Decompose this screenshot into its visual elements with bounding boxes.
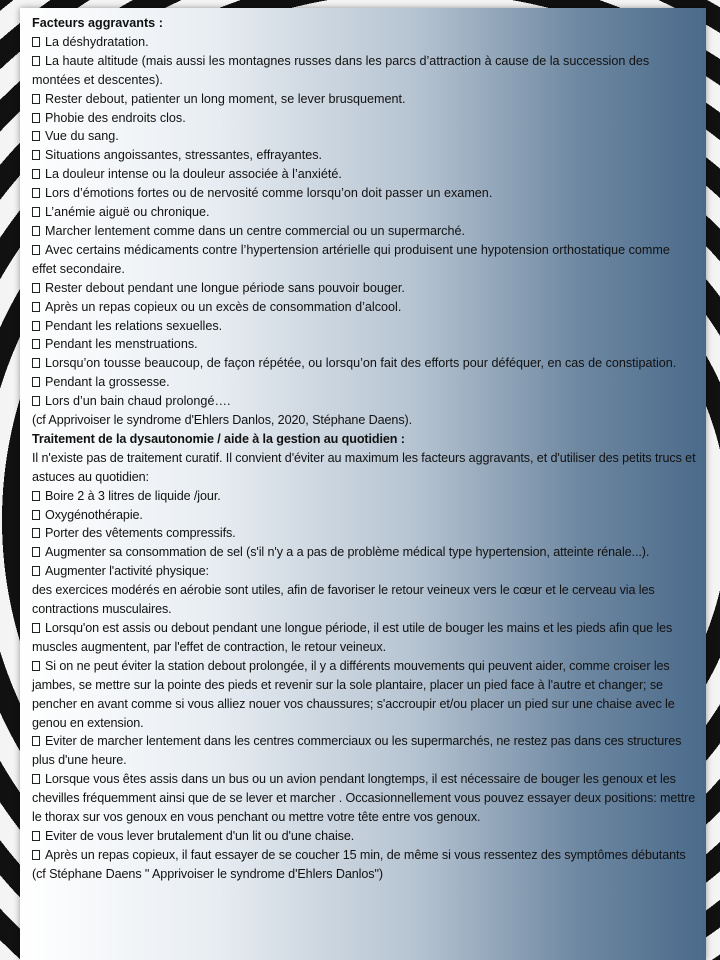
checkbox-icon xyxy=(32,113,40,123)
checkbox-icon xyxy=(32,188,40,198)
list-item: Eviter de vous lever brutalement d'un lit ou d'une chaise. xyxy=(32,827,696,846)
list-item: Boire 2 à 3 litres de liquide /jour. xyxy=(32,487,696,506)
checkbox-icon xyxy=(32,150,40,160)
list-item: Rester debout pendant une longue période sans pouvoir bouger. xyxy=(32,279,696,298)
list-item: Pendant la grossesse. xyxy=(32,373,696,392)
list-item: Augmenter sa consommation de sel (s'il n'y a a pas de problème médical type hypertension, atteinte rénale...). xyxy=(32,543,696,562)
list-item: Eviter de marcher lentement dans les centres commerciaux ou les supermarchés, ne restez pas dans ces structures plus d'une heure. xyxy=(32,734,682,768)
section-title-treatment: Traitement de la dysautonomie / aide à la gestion au quotidien : xyxy=(32,431,405,446)
checkbox-icon xyxy=(32,56,40,66)
checkbox-icon xyxy=(32,339,40,349)
list-item: Pendant les relations sexuelles. xyxy=(32,317,696,336)
list-item: Lorsqu'on est assis ou debout pendant une longue période, il est utile de bouger les mains et les pieds afin que les muscles augmentent, par l'effet de contraction, le retour veineux. xyxy=(32,621,673,654)
checkbox-icon xyxy=(32,169,40,179)
list-item: Lorsque vous êtes assis dans un bus ou un avion pendant longtemps, il est nécessaire de bouger les genoux et les chevilles fréquemment ainsi que de se lever et marcher . Occasionnellement vous pouvez essayer deux positions: mettre le thorax sur vos genoux en vous penchant ou mettre votre tête entre vos genoux. xyxy=(32,772,696,825)
citation: (cf Apprivoiser le syndrome d'Ehlers Danlos, 2020, Stéphane Daens). xyxy=(32,413,413,428)
list-item: Situations angoissantes, stressantes, effrayantes. xyxy=(32,146,696,165)
list-item: Lors d’un bain chaud prolongé…. xyxy=(32,392,696,411)
checkbox-icon xyxy=(32,245,40,255)
checkbox-icon xyxy=(32,226,40,236)
checkbox-icon xyxy=(32,358,40,368)
checkbox-icon xyxy=(32,623,40,633)
intro-paragraph: Il n'existe pas de traitement curatif. Il convient d'éviter au maximum les facteurs aggravants, et d'utiliser des petits trucs et astuces au quotidien: xyxy=(32,450,696,484)
checkbox-icon xyxy=(32,207,40,217)
list-item: Lorsqu’on tousse beaucoup, de façon répétée, ou lorsqu’on fait des efforts pour déféquer, en cas de constipation. xyxy=(32,354,696,373)
list-item: Porter des vêtements compressifs. xyxy=(32,524,696,543)
checkbox-icon xyxy=(32,831,40,841)
list-item: La haute altitude (mais aussi les montagnes russes dans les parcs d’attraction à cause de la succession des montées et descentes). xyxy=(32,53,650,87)
checkbox-icon xyxy=(32,528,40,538)
list-item: Lors d’émotions fortes ou de nervosité comme lorsqu’on doit passer un examen. xyxy=(32,184,696,203)
section-title-aggravating: Facteurs aggravants : xyxy=(32,16,163,30)
checkbox-icon xyxy=(32,510,40,520)
checkbox-icon xyxy=(32,302,40,312)
list-item: Avec certains médicaments contre l’hypertension artérielle qui produisent une hypotension orthostatique comme effet secondaire. xyxy=(32,242,670,276)
list-item: Rester debout, patienter un long moment, se lever brusquement. xyxy=(32,90,696,109)
checkbox-icon xyxy=(32,283,40,293)
checkbox-icon xyxy=(32,661,40,671)
checkbox-icon xyxy=(32,547,40,557)
checkbox-icon xyxy=(32,736,40,746)
list-item: L’anémie aiguë ou chronique. xyxy=(32,203,696,222)
checkbox-icon xyxy=(32,94,40,104)
list-item: Après un repas copieux ou un excès de consommation d’alcool. xyxy=(32,298,696,317)
checkbox-icon xyxy=(32,566,40,576)
checkbox-icon xyxy=(32,774,40,784)
checkbox-icon xyxy=(32,491,40,501)
list-item: Marcher lentement comme dans un centre commercial ou un supermarché. xyxy=(32,222,696,241)
checkbox-icon xyxy=(32,377,40,387)
list-item: Oxygénothérapie. xyxy=(32,506,696,525)
list-item: La douleur intense ou la douleur associée à l’anxiété. xyxy=(32,165,696,184)
list-item: Si on ne peut éviter la station debout prolongée, il y a différents mouvements qui peuvent aider, comme croiser les jambes, se mettre sur la pointe des pieds et revenir sur la sole plantaire, placer un pied face à l'autre et changer; se pencher en avant comme si vous alliez nouer vos chaussures; s'accroupir et/ou placer un pied sur une chaise avec le genou en extension. xyxy=(32,658,675,730)
exercise-paragraph: des exercices modérés en aérobie sont utiles, afin de favoriser le retour veineux vers le cœur et le cerveau via les contractions musculaires. xyxy=(32,583,655,617)
list-item: Augmenter l'activité physique: xyxy=(32,562,696,581)
list-item: Phobie des endroits clos. xyxy=(32,109,696,128)
list-item: Vue du sang. xyxy=(32,127,696,146)
document-content xyxy=(32,14,696,884)
checkbox-icon xyxy=(32,321,40,331)
checkbox-icon xyxy=(32,396,40,406)
list-item: Après un repas copieux, il faut essayer de se coucher 15 min, de même si vous ressentez des symptômes débutants (cf Stéphane Daens " Apprivoiser le syndrome d'Ehlers Danlos") xyxy=(32,847,686,881)
list-item: La déshydratation. xyxy=(32,33,696,52)
checkbox-icon xyxy=(32,131,40,141)
checkbox-icon xyxy=(32,37,40,47)
list-item: Pendant les menstruations. xyxy=(32,335,696,354)
checkbox-icon xyxy=(32,850,40,860)
